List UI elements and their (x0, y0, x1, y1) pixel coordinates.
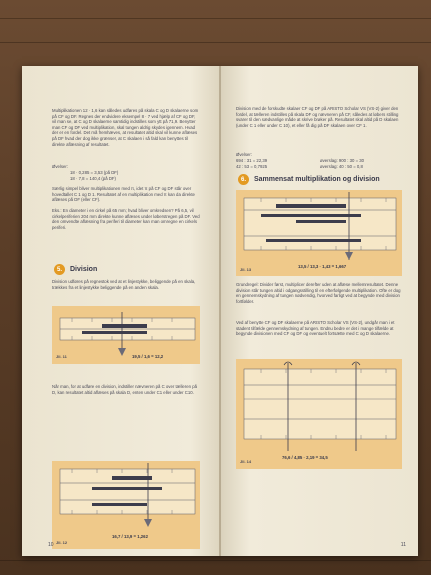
division-heading (54, 264, 97, 275)
exercise-row: 694 : 31 = 22,39 (236, 158, 268, 163)
open-booklet (22, 66, 418, 556)
example-paragraph: Eks.: En diameter i en cirkel på 65 mm; hvad bliver omkredsen? På 6,5, vil cirkelperiferien 204 mm direkte kunne aflæses under løberstregen på DF. Ved den omvendte aflæsning fra periferi til diameter kan man omregne en cirkels periferi. (52, 208, 200, 230)
division-paragraph: Division udføres på regnestok ved at et linjestykke, beliggende på en skala, trækkes fra et linjestykke beliggende på en anden skala. (52, 279, 196, 290)
right-page (220, 66, 418, 556)
page-number: 10 (48, 542, 54, 548)
slide-rule-figure-11 (52, 306, 200, 364)
combined-heading (238, 174, 380, 185)
slide-rule-figure-14 (236, 359, 402, 469)
figure-label: Jll. 14 (240, 459, 252, 464)
section-number-badge: 6. (238, 174, 249, 185)
slide-rule-figure-13 (236, 190, 402, 276)
table-grain (0, 42, 431, 43)
exercise-row: 42 : 53 = 0,7925 (236, 164, 268, 169)
figure-label: Jll. 11 (56, 354, 67, 359)
booklet-fold (219, 66, 221, 556)
rule-paragraph: Grundregel: Divider først, multiplicer derefter uden at aflæse mellemresultatet. Denne division står tungen altid i odgangsstilling til en efterfølgende multiplikation. Ofte er dog en gennemskydning af tungen nødvendig, hvorved farligt ved at begynde med division fortfølder. (236, 282, 401, 304)
figure-result: 16,7 / 13,9 = 1,262 (112, 534, 148, 539)
section-title: Division (70, 266, 98, 273)
table-grain (0, 560, 431, 561)
division-rule-paragraph: Når man, for at udføre en division, indstiller nævneren på C over tælleren på D, kan resultatet altid aflæses på skala D, enten under C1 eller under C10. (52, 384, 197, 395)
figure-label: Jll. 12 (56, 540, 68, 545)
intro-paragraph: Division med de forskudte skalaer CF og DF på ARISTO Scholar VS (VS-2) giver den fordel, at tælleren indstilles på skala DF og nævneren på CF, således at løbers stilling svarer til den sædvanlige måde at skrive brøker på. Resultatet skal altid på D skalaen (under C 1 eller under C 10), et eller få dig på DF skalaen over CF 1. (236, 106, 399, 128)
figure-result: 76,6 / 4,85 · 2,19 = 34,5 (282, 455, 328, 460)
figure-result: 13,5 / 13,3 · 1,43 = 1,667 (298, 264, 347, 269)
figure-label: Jll. 13 (240, 267, 252, 272)
exercise-label: Øvelser: (236, 152, 252, 157)
table-grain (0, 18, 431, 19)
exercise-label: Øvelser: (52, 164, 68, 169)
slide-rule-figure-12 (52, 461, 200, 549)
scholar-paragraph: Ved af benytte CF og DF skalaerne på ARISTO Scholar VS (VS-2), undgår man i et stadent tilfælde gennemskydning af tungen. Endnu bedre er det i mange tilfælde at begynde divisionen med CF og DF og eventuelt fortsætte med C og D skalaerne. (236, 320, 395, 337)
exercise-row: øverslag: 40 : 50 = 0,8 (320, 164, 363, 169)
intro-paragraph: Multiplikationen 12 · 1,6 kan således udføres på skala C og D skalaerne som på CF og DF. Regnes der endvidere eksempel 8 · 7 ved hjælp af CF og DF, vil man se, at C og D skalaerne samtidig indstilles som ytt på 71,9. Benytter man CF og DF ved multiplikation, skal tungen aldrig skydes igennem. Hvad der er en fordel. Det må fremhæves, at resultatet altid skal vil kunne aflæses på DF hvad der dog ikke grænser, at C skalaen i så fald kan benyttes til direkte aflæsning af resultatet. (52, 108, 199, 147)
page-number: 11 (400, 542, 406, 548)
exercise-row: øverslag: 900 : 30 = 30 (320, 158, 365, 163)
figure-result: 19,5 / 1,6 = 12,2 (132, 354, 164, 359)
exercise-row: 18 · 7,8 = 140,4 (på DF) (70, 176, 116, 181)
section-number-badge: 5. (54, 264, 65, 275)
pi-paragraph: Særlig simpel bliver multiplikationen med π, idet π på CF og DF står over hovedtallet C 1 og D 1. Resultatet af en multiplikation med π kan da direkte aflæses på DF (eller CF). (52, 186, 195, 203)
section-title: Sammensat multiplikation og division (254, 176, 380, 183)
left-page (22, 66, 220, 556)
exercise-row: 18 · 0,285 = 3,53 (på DF) (70, 170, 119, 175)
